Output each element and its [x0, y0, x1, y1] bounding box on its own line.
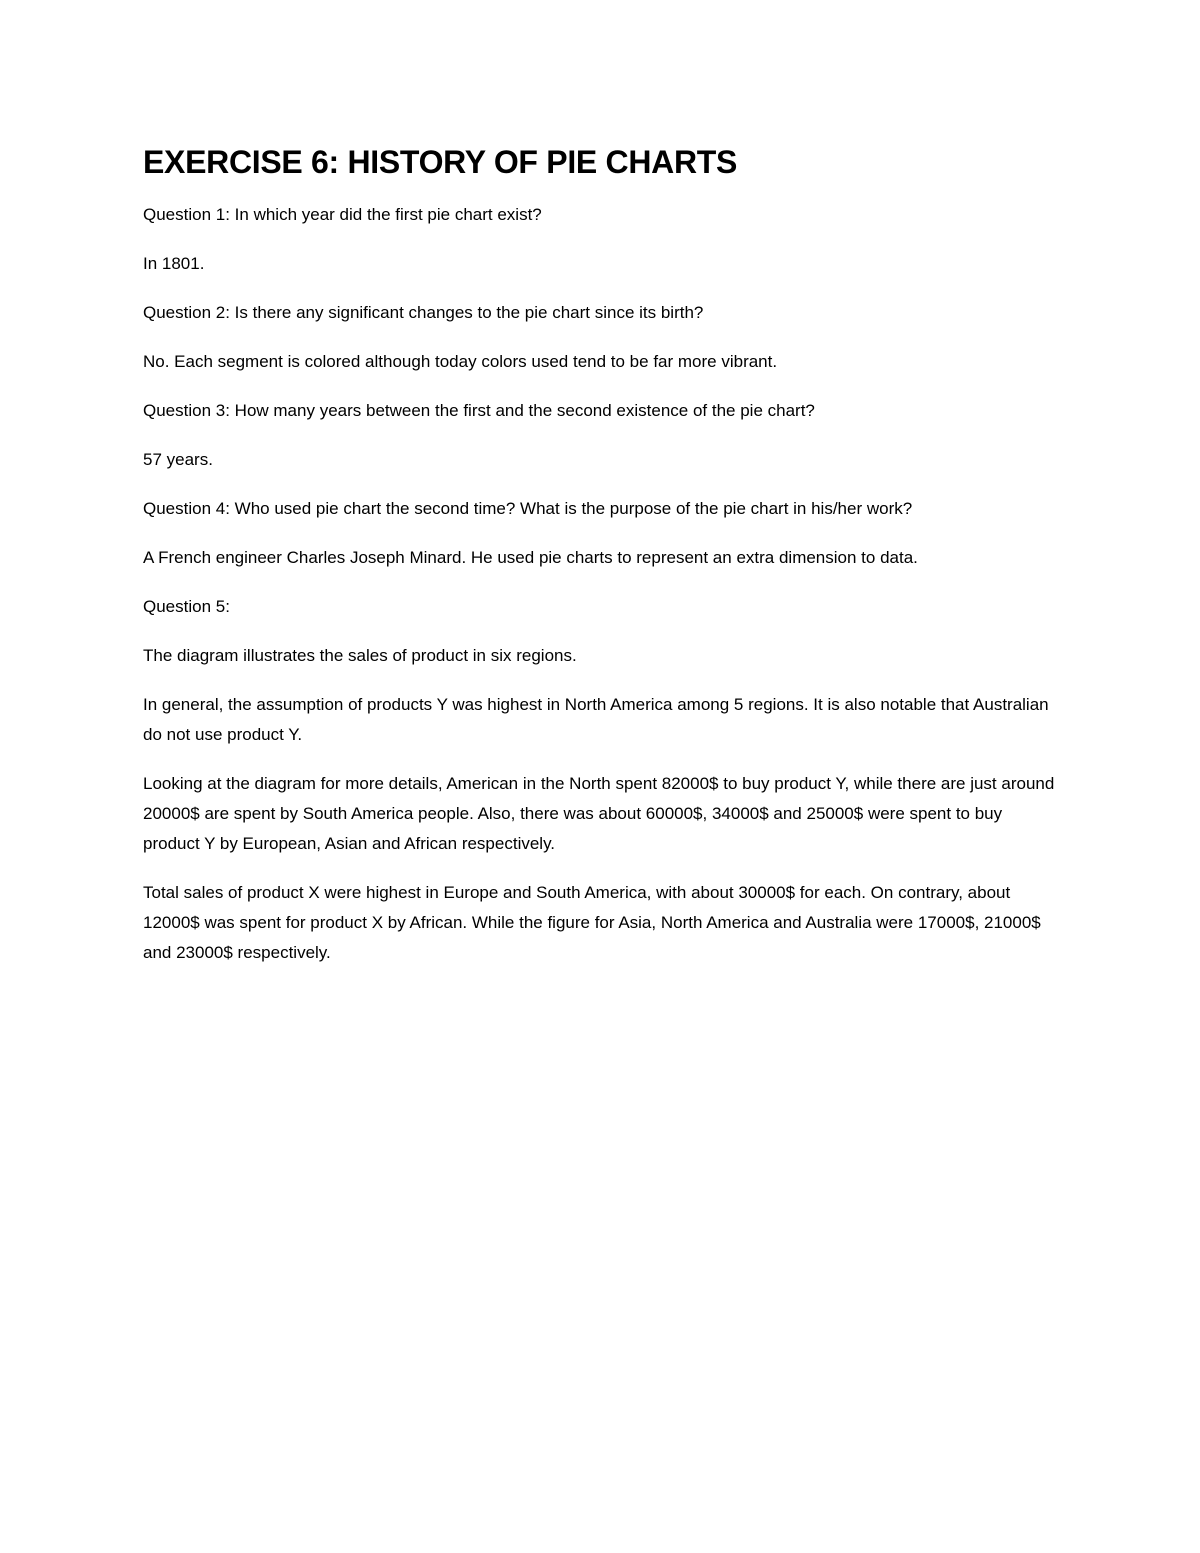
- answer-1: In 1801.: [143, 254, 205, 273]
- document-title: EXERCISE 6: HISTORY OF PIE CHARTS: [143, 144, 738, 180]
- answer-5-paragraph-4: Total sales of product X were highest in Europe and South America, with about 30000$ for each. On contrary, about 12000$ was spent for product X by African. While the figure for Asia, North America and Australia were 17000$, 21000$ and 23000$ respectively.: [143, 883, 1041, 962]
- answer-5-paragraph-3: Looking at the diagram for more details, American in the North spent 82000$ to buy product Y, while there are just around 20000$ are spent by South America people. Also, there was about 60000$, 34000$ and 25000$ were spent to buy product Y by European, Asian and African respectively.: [143, 774, 1055, 853]
- question-3: Question 3: How many years between the first and the second existence of the pie chart?: [143, 401, 815, 420]
- answer-5-paragraph-2: In general, the assumption of products Y was highest in North America among 5 regions. It is also notable that Australian do not use product Y.: [143, 695, 1049, 744]
- answer-4: A French engineer Charles Joseph Minard. He used pie charts to represent an extra dimension to data.: [143, 548, 918, 567]
- document-page: [143, 140, 1063, 987]
- question-2: Question 2: Is there any significant changes to the pie chart since its birth?: [143, 303, 704, 322]
- question-4: Question 4: Who used pie chart the second time? What is the purpose of the pie chart in his/her work?: [143, 499, 913, 518]
- answer-2: No. Each segment is colored although today colors used tend to be far more vibrant.: [143, 352, 778, 371]
- question-5: Question 5:: [143, 597, 230, 616]
- answer-5-paragraph-1: The diagram illustrates the sales of product in six regions.: [143, 646, 577, 665]
- question-1: Question 1: In which year did the first pie chart exist?: [143, 205, 542, 224]
- answer-3: 57 years.: [143, 450, 213, 469]
